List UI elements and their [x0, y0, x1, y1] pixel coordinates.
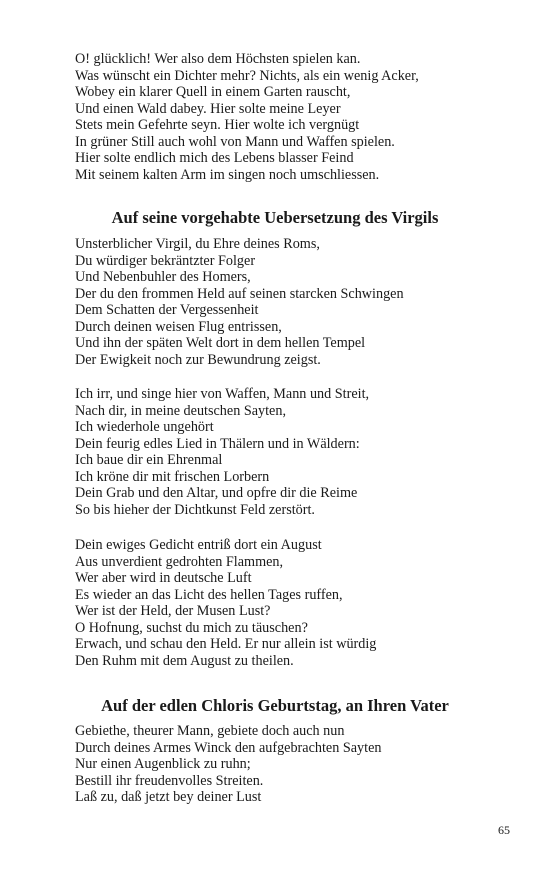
verse-line: Dein ewiges Gedicht entriß dort ein August: [75, 537, 322, 553]
verse-line: Ich baue dir ein Ehrenmal: [75, 452, 223, 468]
poem-stanza: [75, 386, 515, 518]
verse-line: Mit seinem kalten Arm im singen noch umschliessen.: [75, 166, 380, 183]
verse-line: Gebiethe, theurer Mann, gebiete doch auch nun: [75, 723, 345, 739]
verse-line: Hier solte endlich mich des Lebens blasser Feind: [75, 150, 354, 166]
verse-line: Stets mein Gefehrte seyn. Hier wolte ich vergnügt: [75, 117, 360, 133]
verse-line: Dein Grab und den Altar, und opfre dir die Reime: [75, 485, 358, 501]
verse-line: Und Nebenbuhler des Homers,: [75, 269, 251, 285]
verse-line: Durch deines Armes Winck den aufgebrachten Sayten: [75, 739, 382, 756]
verse-line: Laß zu, daß jetzt bey deiner Lust: [75, 789, 262, 805]
verse-line: Und einen Wald dabey. Hier solte meine Leyer: [75, 100, 341, 117]
verse-line: Der du den frommen Held auf seinen starcken Schwingen: [75, 285, 404, 302]
verse-line: Der Ewigkeit noch zur Bewundrung zeigst.: [75, 351, 321, 368]
verse-line: Erwach, und schau den Held. Er nur allein ist würdig: [75, 636, 377, 652]
verse-line: Was wünscht ein Dichter mehr? Nichts, als ein wenig Acker,: [75, 67, 419, 84]
verse-line: In grüner Still auch wohl von Mann und Waffen spielen.: [75, 133, 395, 150]
verse-line: Wer ist der Held, der Musen Lust?: [75, 603, 271, 619]
verse-line: Ich kröne dir mit frischen Lorbern: [75, 468, 270, 485]
verse-line: Aus unverdient gedrohten Flammen,: [75, 553, 284, 570]
verse-line: Ich irr, und singe hier von Waffen, Mann und Streit,: [75, 386, 370, 402]
poem-stanza: [75, 723, 515, 806]
poem-stanza: [75, 537, 515, 669]
verse-line: Und ihn der späten Welt dort in dem hellen Tempel: [75, 335, 366, 351]
verse-line: Wobey ein klarer Quell in einem Garten rauscht,: [75, 84, 351, 100]
verse-line: Unsterblicher Virgil, du Ehre deines Roms,: [75, 236, 320, 252]
poem-stanza: [75, 236, 515, 368]
verse-line: Dem Schatten der Vergessenheit: [75, 302, 259, 318]
verse-line: So bis hieher der Dichtkunst Feld zerstört.: [75, 501, 315, 518]
poem-stanza: [75, 51, 515, 183]
verse-line: Den Ruhm mit dem August zu theilen.: [75, 652, 294, 669]
verse-line: O! glücklich! Wer also dem Höchsten spielen kan.: [75, 51, 361, 67]
verse-line: O Hofnung, suchst du mich zu täuschen?: [75, 619, 308, 636]
verse-line: Nach dir, in meine deutschen Sayten,: [75, 402, 286, 419]
verse-line: Ich wiederhole ungehört: [75, 419, 214, 435]
poem-title: Auf der edlen Chloris Geburtstag, an Ihren Vater: [101, 696, 449, 715]
verse-line: Durch deinen weisen Flug entrissen,: [75, 318, 282, 335]
verse-line: Es wieder an das Licht des hellen Tages ruffen,: [75, 586, 343, 603]
poem-title: Auf seine vorgehabte Uebersetzung des Virgils: [111, 208, 439, 227]
verse-line: Dein feurig edles Lied in Thälern und in Wäldern:: [75, 435, 360, 452]
verse-line: Du würdiger bekräntzter Folger: [75, 252, 256, 269]
verse-line: Bestill ihr freudenvolles Streiten.: [75, 772, 264, 789]
page-number: 65: [498, 823, 510, 837]
verse-line: Wer aber wird in deutsche Luft: [75, 570, 252, 586]
verse-line: Nur einen Augenblick zu ruhn;: [75, 756, 251, 772]
